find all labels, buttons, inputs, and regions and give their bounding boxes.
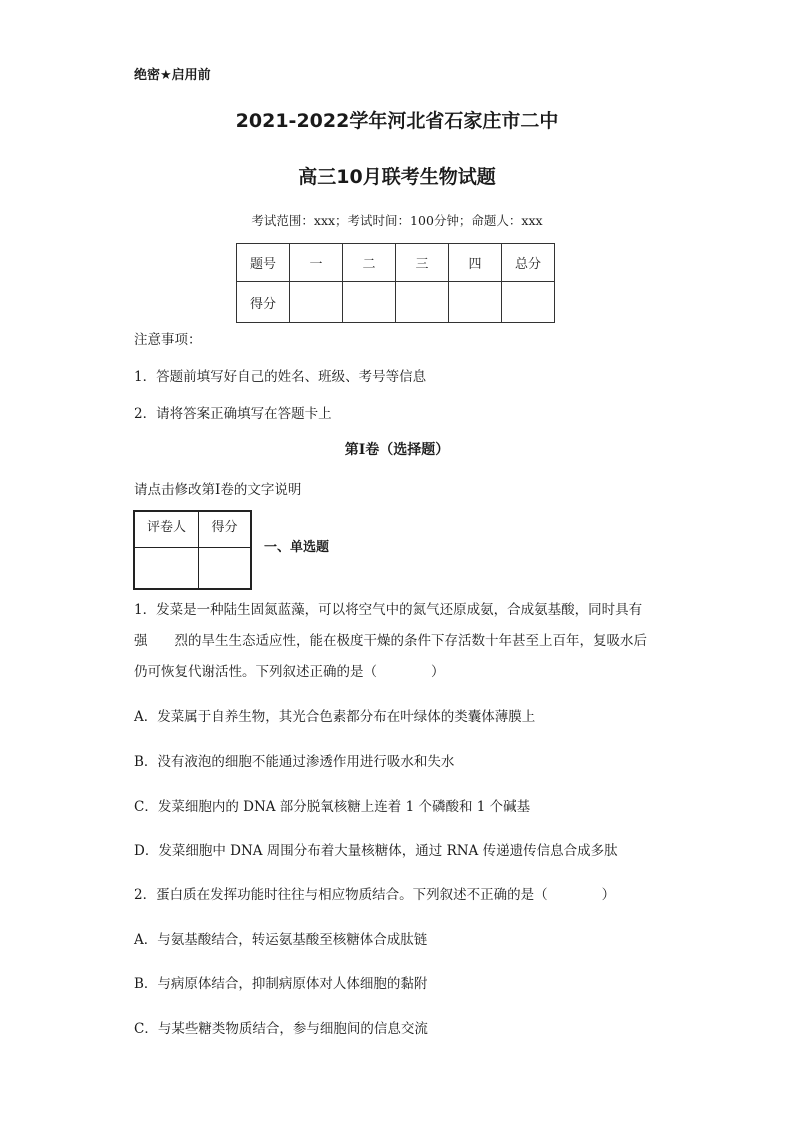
note-item: 1．答题前填写好自己的姓名、班级、考号等信息 xyxy=(134,369,427,385)
option-c: C．与某些糖类物质结合，参与细胞间的信息交流 xyxy=(134,1021,428,1037)
note-item: 2．请将答案正确填写在答题卡上 xyxy=(134,406,332,422)
score-header-cell: 四 xyxy=(449,244,502,282)
question-stem: 1．发菜是一种陆生固氮蓝藻，可以将空气中的氮气还原成氨，合成氨基酸，同时具有 xyxy=(134,602,643,618)
option-b: B．没有液泡的细胞不能通过渗透作用进行吸水和失水 xyxy=(134,754,455,770)
score-header-cell: 题号 xyxy=(237,244,290,282)
option-a: A．发菜属于自养生物，其光合色素都分布在叶绿体的类囊体薄膜上 xyxy=(134,709,536,725)
score-row-label: 得分 xyxy=(237,282,290,323)
grader-score-cell[interactable] xyxy=(199,547,252,589)
section-instruction[interactable]: 请点击修改第I卷的文字说明 xyxy=(134,482,302,498)
option-c: C．发菜细胞内的 DNA 部分脱氧核糖上连着 1 个磷酸和 1 个碱基 xyxy=(134,799,531,815)
score-cell[interactable] xyxy=(290,282,343,323)
option-a: A．与氨基酸结合，转运氨基酸至核糖体合成肽链 xyxy=(134,932,428,948)
grader-table xyxy=(133,510,252,590)
question-stem: 仍可恢复代谢活性。下列叙述正确的是（ ） xyxy=(134,664,445,680)
score-cell[interactable] xyxy=(343,282,396,323)
grader-score-label: 得分 xyxy=(199,511,252,547)
exam-info: 考试范围：xxx；考试时间：100分钟；命题人：xxx xyxy=(251,213,543,228)
confidential-label: 绝密★启用前 xyxy=(134,68,211,83)
score-cell[interactable] xyxy=(449,282,502,323)
section-title: 第I卷（选择题） xyxy=(344,442,450,458)
exam-title-line2: 高三10月联考生物试题 xyxy=(298,166,496,188)
grader-cell[interactable] xyxy=(134,547,199,589)
score-header-cell: 总分 xyxy=(502,244,555,282)
score-header-cell: 三 xyxy=(396,244,449,282)
score-header-cell: 一 xyxy=(290,244,343,282)
score-cell[interactable] xyxy=(502,282,555,323)
score-header-cell: 二 xyxy=(343,244,396,282)
option-d: D．发菜细胞中 DNA 周围分布着大量核糖体，通过 RNA 传递遗传信息合成多肽 xyxy=(134,843,618,859)
exam-title-line1: 2021-2022学年河北省石家庄市二中 xyxy=(235,110,559,132)
question-stem: 强 烈的旱生生态适应性，能在极度干燥的条件下存活数十年甚至上百年，复吸水后 xyxy=(134,633,647,649)
score-cell[interactable] xyxy=(396,282,449,323)
question-stem: 2．蛋白质在发挥功能时往往与相应物质结合。下列叙述不正确的是（ ） xyxy=(134,887,616,903)
grader-label: 评卷人 xyxy=(134,511,199,547)
notes-title: 注意事项： xyxy=(134,332,202,348)
score-table xyxy=(236,243,555,323)
option-b: B．与病原体结合，抑制病原体对人体细胞的黏附 xyxy=(134,976,428,992)
part-title: 一、单选题 xyxy=(264,540,330,555)
